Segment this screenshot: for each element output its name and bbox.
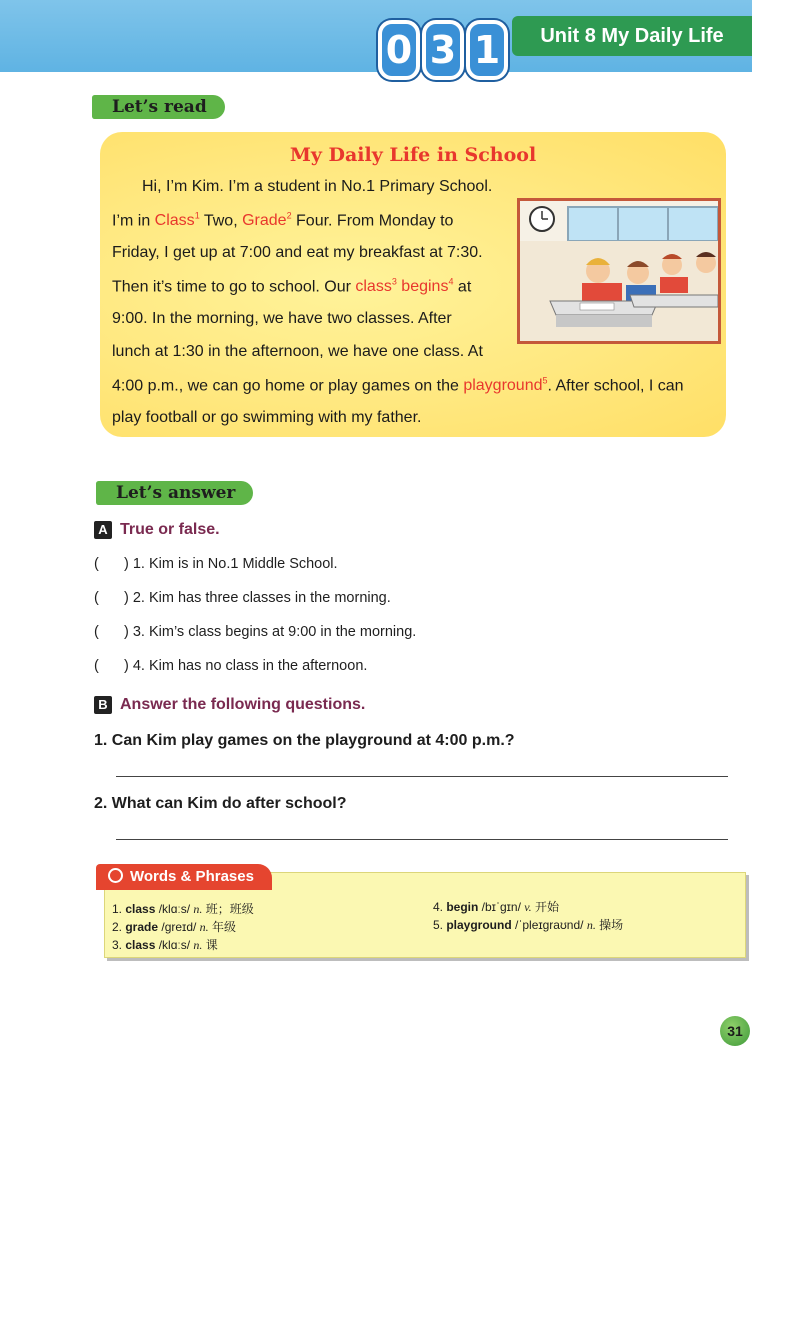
- lesson-number: [378, 20, 508, 78]
- vocab-entry: [112, 918, 236, 935]
- vocab-word: class: [125, 902, 156, 916]
- vocab-meaning: 操场: [595, 918, 624, 932]
- reading-panel: [100, 132, 726, 437]
- answer-line-1[interactable]: [116, 776, 728, 777]
- reading-line: lunch at 1:30 in the afternoon, we have one class. At: [112, 343, 483, 360]
- reading-line: Hi, I’m Kim. I’m a student in No.1 Primary School.: [142, 178, 493, 195]
- keyword-text: Grade: [242, 212, 287, 230]
- part-a-letter: A: [94, 521, 112, 539]
- part-b-letter: B: [94, 696, 112, 714]
- vocab-entry: [112, 936, 218, 953]
- vocab-pos: n.: [193, 902, 203, 916]
- keyword-text: playground: [463, 377, 543, 395]
- vocab-number: 4.: [433, 900, 447, 914]
- vocab-phonetic: /ɡreɪd/: [158, 920, 200, 934]
- vocab-word: class: [125, 938, 156, 952]
- text: Four. From Monday to: [291, 212, 454, 230]
- answer-line-2[interactable]: [116, 839, 728, 840]
- footnote-marker: 2: [286, 211, 292, 221]
- question-2: 2. What can Kim do after school?: [94, 795, 347, 812]
- keyword-class: [155, 212, 200, 229]
- true-false-item: [94, 556, 338, 572]
- reading-line: play football or go swimming with my father.: [112, 409, 422, 426]
- answer-paren[interactable]: (: [94, 658, 99, 674]
- footnote-marker: 3: [391, 277, 397, 287]
- text: Two,: [199, 212, 243, 230]
- vocab-word: grade: [125, 920, 159, 934]
- statement-text: ) 1. Kim is in No.1 Middle School.: [124, 556, 338, 572]
- statement-text: ) 4. Kim has no class in the afternoon.: [124, 658, 368, 674]
- vocab-entry: [112, 900, 254, 917]
- vocab-number: 5.: [433, 918, 447, 932]
- vocab-meaning: 开始: [531, 900, 560, 914]
- text: at: [453, 278, 472, 296]
- vocab-number: 3.: [112, 938, 126, 952]
- lets-read-badge: Let’s read: [92, 95, 225, 119]
- answer-paren[interactable]: (: [94, 624, 99, 640]
- vocab-phonetic: /bɪˈɡɪn/: [478, 900, 525, 914]
- vocab-word: playground: [446, 918, 512, 932]
- vocab-meaning: 课: [202, 938, 218, 952]
- vocabulary-tab: [96, 864, 272, 890]
- answer-paren[interactable]: (: [94, 590, 99, 606]
- keyword-text: begins: [401, 278, 449, 296]
- vocab-pos: v.: [524, 900, 532, 914]
- reading-line: [112, 376, 684, 395]
- part-b-heading: [94, 696, 365, 714]
- answer-paren[interactable]: (: [94, 556, 99, 572]
- vocab-meaning: 班；班级: [202, 902, 254, 916]
- lesson-digit: 3: [422, 20, 464, 80]
- vocab-number: 1.: [112, 902, 126, 916]
- reading-line: [112, 211, 453, 230]
- classroom-picture: [520, 201, 718, 341]
- unit-title: Unit 8 My Daily Life: [512, 16, 752, 56]
- lets-answer-badge: Let’s answer: [96, 481, 253, 505]
- vocab-pos: n.: [193, 938, 203, 952]
- vocab-phonetic: /klɑːs/: [155, 938, 194, 952]
- vocab-entry: [433, 916, 623, 933]
- vocab-pos: n.: [586, 918, 596, 932]
- page-number: 31: [720, 1016, 750, 1046]
- classroom-illustration: [517, 198, 721, 344]
- statement-text: ) 2. Kim has three classes in the morning.: [124, 590, 391, 606]
- keyword-playground: [463, 377, 547, 394]
- lesson-digit: 0: [378, 20, 420, 80]
- vocab-meaning: 年级: [208, 920, 236, 934]
- circle-icon: [108, 868, 123, 883]
- vocab-phonetic: /ˈpleɪɡraʊnd/: [511, 918, 587, 932]
- lesson-digit: 1: [466, 20, 508, 80]
- text: 4:00 p.m., we can go home or play games on the: [112, 377, 464, 395]
- part-a-title: True or false.: [120, 521, 220, 538]
- text: Then it’s time to go to school. Our: [112, 278, 356, 296]
- vocab-phonetic: /klɑːs/: [155, 902, 194, 916]
- keyword-text: Class: [154, 212, 195, 230]
- footnote-marker: 5: [542, 376, 548, 386]
- reading-title: My Daily Life in School: [289, 144, 537, 166]
- keyword-grade: [242, 212, 291, 229]
- keyword-text: class: [355, 278, 392, 296]
- keyword-class: [355, 278, 396, 295]
- footnote-marker: 1: [194, 211, 200, 221]
- true-false-item: [94, 590, 391, 606]
- text: I’m in: [112, 212, 155, 230]
- vocab-number: 2.: [112, 920, 126, 934]
- reading-line: Friday, I get up at 7:00 and eat my breakfast at 7:30.: [112, 244, 483, 261]
- keyword-begins: [401, 278, 453, 295]
- text: . After school, I can: [547, 377, 684, 395]
- reading-line: 9:00. In the morning, we have two classes. After: [112, 310, 452, 327]
- vocab-pos: n.: [199, 920, 209, 934]
- true-false-item: [94, 624, 416, 640]
- part-b-title: Answer the following questions.: [120, 696, 366, 713]
- footnote-marker: 4: [448, 277, 454, 287]
- reading-line: [112, 277, 471, 296]
- vocabulary-tab-label: Words & Phrases: [130, 868, 254, 885]
- true-false-item: [94, 658, 367, 674]
- vocab-word: begin: [446, 900, 479, 914]
- statement-text: ) 3. Kim’s class begins at 9:00 in the morning.: [124, 624, 417, 640]
- part-a-heading: [94, 521, 220, 539]
- vocab-entry: [433, 898, 559, 915]
- question-1: 1. Can Kim play games on the playground at 4:00 p.m.?: [94, 732, 515, 749]
